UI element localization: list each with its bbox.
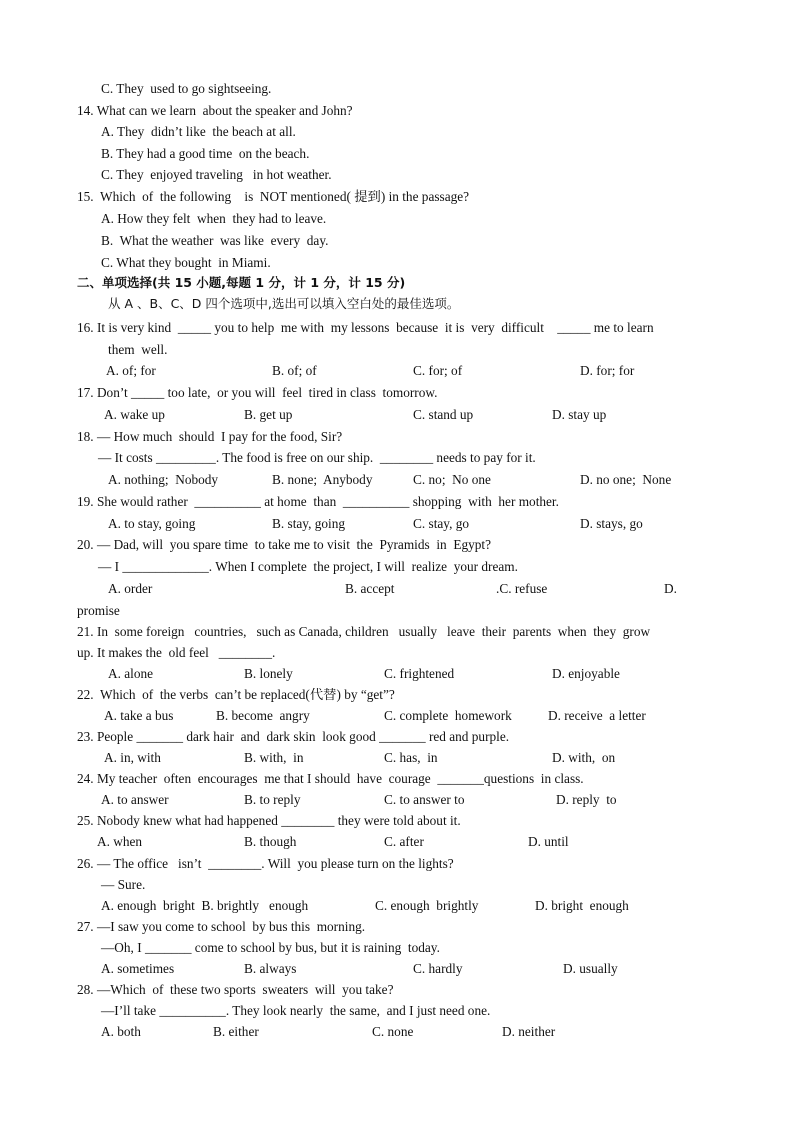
q24-stem: 24. My teacher often encourages me that I should have courage _______questions in class. <box>77 771 584 786</box>
q27-option-c: C. hardly <box>413 961 463 976</box>
q28-stem-cont: —I’ll take __________. They look nearly the same, and I just need one. <box>101 1003 491 1018</box>
q27-option-a: A. sometimes <box>101 961 175 976</box>
q21-stem: 21. In some foreign countries, such as Canada, children usually leave their parents when they grow <box>77 624 651 639</box>
q15-option-c: C. What they bought in Miami. <box>101 255 271 270</box>
section-instruction: 从 A 、B、C、D 四个选项中,选出可以填入空白处的最佳选项。 <box>108 296 460 311</box>
q18-stem-cont: — It costs _________. The food is free on our ship. ________ needs to pay for it. <box>98 450 536 465</box>
q17-option-b: B. get up <box>244 407 293 422</box>
q13-option-c: C. They used to go sightseeing. <box>101 81 272 96</box>
section-heading: 二、单项选择(共 15 小题,每题 1 分，计 1 分，计 15 分) <box>77 275 406 290</box>
q26-option-d: D. bright enough <box>535 898 629 913</box>
q23-option-a: A. in, with <box>104 750 161 765</box>
q19-option-a: A. to stay, going <box>108 516 196 531</box>
q14-option-b: B. They had a good time on the beach. <box>101 146 310 161</box>
q15-option-a: A. How they felt when they had to leave. <box>101 211 327 226</box>
q27-stem-cont: —Oh, I _______ come to school by bus, but it is raining today. <box>101 940 440 955</box>
q21-option-d: D. enjoyable <box>552 666 620 681</box>
q16-stem-cont: them well. <box>108 342 168 357</box>
q22-option-a: A. take a bus <box>104 708 174 723</box>
q28-stem: 28. —Which of these two sports sweaters will you take? <box>77 982 394 997</box>
q25-option-d: D. until <box>528 834 569 849</box>
q26-option-c: C. enough brightly <box>375 898 479 913</box>
q24-option-d: D. reply to <box>556 792 617 807</box>
q15-option-b: B. What the weather was like every day. <box>101 233 329 248</box>
q20-stem: 20. — Dad, will you spare time to take me to visit the Pyramids in Egypt? <box>77 537 491 552</box>
q23-option-b: B. with, in <box>244 750 304 765</box>
q20-option-d-text: promise <box>77 603 120 618</box>
q15-stem: 15. Which of the following is NOT mentioned( 提到) in the passage? <box>77 189 470 204</box>
q14-stem: 14. What can we learn about the speaker and John? <box>77 103 353 118</box>
q21-option-b: B. lonely <box>244 666 293 681</box>
q20-option-a: A. order <box>108 581 153 596</box>
q17-stem: 17. Don’t _____ too late, or you will feel tired in class tomorrow. <box>77 385 438 400</box>
q25-option-b: B. though <box>244 834 297 849</box>
q28-option-c: C. none <box>372 1024 414 1039</box>
q17-option-a: A. wake up <box>104 407 165 422</box>
q18-option-c: C. no; No one <box>413 472 491 487</box>
q27-option-d: D. usually <box>563 961 618 976</box>
q25-option-a: A. when <box>97 834 143 849</box>
q14-option-a: A. They didn’t like the beach at all. <box>101 124 296 139</box>
q24-option-a: A. to answer <box>101 792 169 807</box>
q21-option-a: A. alone <box>108 666 154 681</box>
q28-option-b: B. either <box>213 1024 259 1039</box>
q22-option-d: D. receive a letter <box>548 708 646 723</box>
q19-option-b: B. stay, going <box>272 516 346 531</box>
q28-option-a: A. both <box>101 1024 141 1039</box>
q20-stem-cont: — I _____________. When I complete the project, I will realize your dream. <box>98 559 518 574</box>
q23-option-c: C. has, in <box>384 750 438 765</box>
q20-option-d: D. <box>664 581 677 596</box>
q19-option-d: D. stays, go <box>580 516 643 531</box>
q22-option-c: C. complete homework <box>384 708 512 723</box>
q18-option-d: D. no one; None <box>580 472 672 487</box>
q21-option-c: C. frightened <box>384 666 455 681</box>
q17-option-c: C. stand up <box>413 407 474 422</box>
q28-option-d: D. neither <box>502 1024 556 1039</box>
q20-option-c: .C. refuse <box>496 581 548 596</box>
q19-stem: 19. She would rather __________ at home than __________ shopping with her mother. <box>77 494 559 509</box>
q18-option-a: A. nothing; Nobody <box>108 472 219 487</box>
q16-option-c: C. for; of <box>413 363 463 378</box>
q16-option-a: A. of; for <box>106 363 156 378</box>
q16-option-d: D. for; for <box>580 363 635 378</box>
q26-stem: 26. — The office isn’t ________. Will you please turn on the lights? <box>77 856 454 871</box>
q17-option-d: D. stay up <box>552 407 607 422</box>
q16-option-b: B. of; of <box>272 363 317 378</box>
q26-option-ab: A. enough bright B. brightly enough <box>101 898 309 913</box>
q18-option-b: B. none; Anybody <box>272 472 373 487</box>
q25-stem: 25. Nobody knew what had happened ________ they were told about it. <box>77 813 461 828</box>
q20-option-b: B. accept <box>345 581 395 596</box>
q25-option-c: C. after <box>384 834 424 849</box>
q14-option-c: C. They enjoyed traveling in hot weather. <box>101 167 332 182</box>
q21-stem-cont: up. It makes the old feel ________. <box>77 645 276 660</box>
q24-option-b: B. to reply <box>244 792 301 807</box>
q27-option-b: B. always <box>244 961 297 976</box>
q26-stem-cont: — Sure. <box>101 877 146 892</box>
q22-stem: 22. Which of the verbs can’t be replaced(代替) by “get”? <box>77 687 395 702</box>
q27-stem: 27. —I saw you come to school by bus this morning. <box>77 919 366 934</box>
q16-stem: 16. It is very kind _____ you to help me with my lessons because it is very difficult _____ me to learn <box>77 320 654 335</box>
q18-stem: 18. — How much should I pay for the food, Sir? <box>77 429 343 444</box>
q19-option-c: C. stay, go <box>413 516 470 531</box>
q24-option-c: C. to answer to <box>384 792 465 807</box>
q23-stem: 23. People _______ dark hair and dark skin look good _______ red and purple. <box>77 729 510 744</box>
q23-option-d: D. with, on <box>552 750 616 765</box>
q22-option-b: B. become angry <box>216 708 310 723</box>
